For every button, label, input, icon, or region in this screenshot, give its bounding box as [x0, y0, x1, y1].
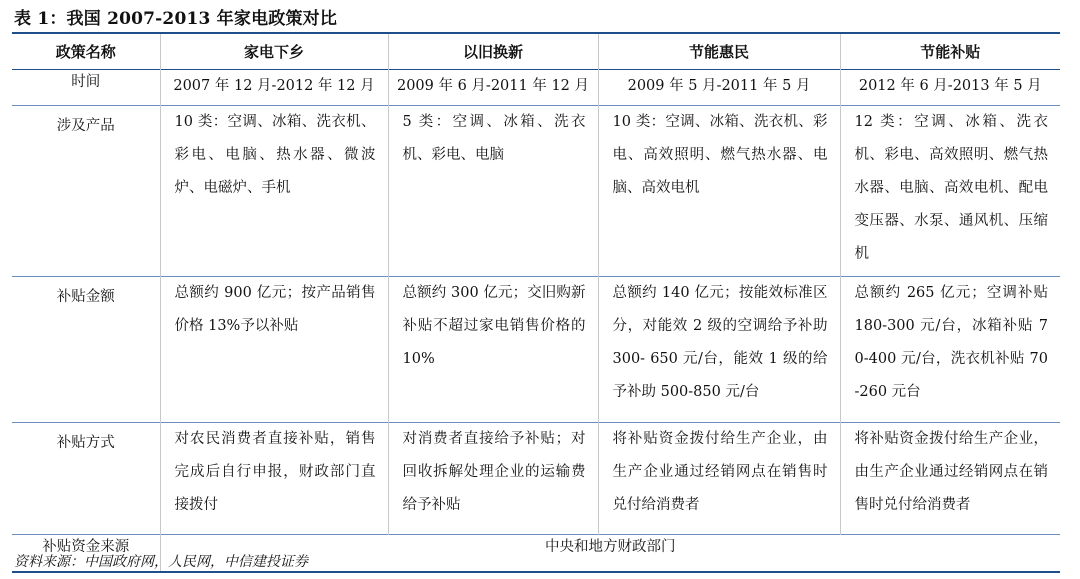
cell-method-rural: 对农民消费者直接补贴，销售完成后自行申报，财政部门直接拨付	[160, 423, 388, 535]
table-row-products	[12, 106, 1060, 277]
cell-method-tradein: 对消费者直接给予补贴；对回收拆解处理企业的运输费给予补贴	[388, 423, 598, 535]
cell-amount-benefit: 总额约 140 亿元；按能效标准区分，对能效 2 级的空调给予补助 300- 650 元/台，能效 1 级的给予补助 500-850 元/台	[598, 277, 840, 423]
header-policy-name: 政策名称	[55, 43, 116, 61]
table-row-amount	[12, 277, 1060, 423]
table-row-method	[12, 423, 1060, 535]
policy-comparison-table	[12, 32, 1060, 573]
cell-time-tradein: 2009 年 6 月-2011 年 12 月	[388, 70, 598, 106]
header-trade-in: 以旧换新	[388, 33, 598, 70]
cell-method-benefit: 将补贴资金拨付给生产企业，由生产企业通过经销网点在销售时兑付给消费者	[598, 423, 840, 535]
cell-time-subsidy: 2012 年 6 月-2013 年 5 月	[840, 70, 1060, 106]
header-energy-saving-subsidy: 节能补贴	[840, 33, 1060, 70]
header-energy-saving-benefit: 节能惠民	[598, 33, 840, 70]
row-label-amount: 补贴金额	[56, 289, 115, 305]
header-rural-appliances: 家电下乡	[160, 33, 388, 70]
table-title: 表 1：我国 2007-2013 年家电政策对比	[14, 9, 338, 29]
cell-method-subsidy: 将补贴资金拨付给生产企业，由生产企业通过经销网点在销售时兑付给消费者	[840, 423, 1060, 535]
row-label-time: 时间	[71, 74, 101, 90]
cell-products-rural: 10 类：空调、冰箱、洗衣机、彩电、电脑、热水器、微波炉、电磁炉、手机	[160, 106, 388, 277]
cell-time-rural: 2007 年 12 月-2012 年 12 月	[160, 70, 388, 106]
cell-funding-source: 中央和地方财政部门	[160, 535, 1060, 573]
cell-amount-subsidy: 总额约 265 亿元；空调补贴 180-300 元/台，冰箱补贴 70-400 元/台，洗衣机补贴 70-260 元台	[840, 277, 1060, 423]
cell-products-subsidy: 12 类：空调、冰箱、洗衣机、彩电、高效照明、燃气热水器、电脑、高效电机、配电变压器、水泵、通风机、压缩机	[840, 106, 1060, 277]
source-note: 资料来源：中国政府网，人民网，中信建投证券	[14, 554, 308, 570]
header-row	[12, 33, 1060, 70]
table-row-time	[12, 70, 1060, 106]
cell-time-benefit: 2009 年 5 月-2011 年 5 月	[598, 70, 840, 106]
row-label-method: 补贴方式	[56, 435, 115, 451]
row-label-products: 涉及产品	[56, 118, 115, 134]
cell-products-benefit: 10 类：空调、冰箱、洗衣机、彩电、高效照明、燃气热水器、电脑、高效电机	[598, 106, 840, 277]
cell-products-tradein: 5 类：空调、冰箱、洗衣机、彩电、电脑	[388, 106, 598, 277]
row-label-funding-source: 补贴资金来源	[42, 539, 130, 555]
cell-amount-tradein: 总额约 300 亿元；交旧购新补贴不超过家电销售价格的 10%	[388, 277, 598, 423]
cell-amount-rural: 总额约 900 亿元；按产品销售价格 13%予以补贴	[160, 277, 388, 423]
